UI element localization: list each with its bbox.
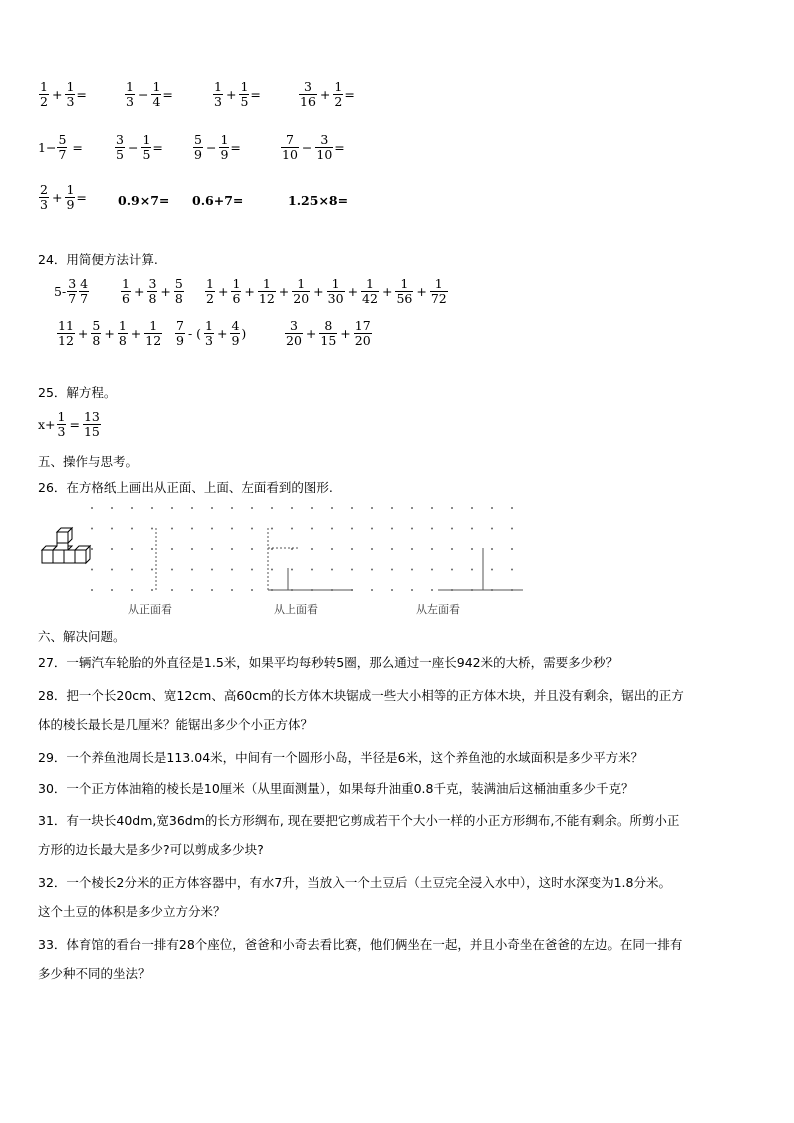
lead-term: x+	[38, 417, 56, 432]
grid-dot	[231, 569, 233, 571]
lead-term: 1−	[38, 140, 57, 155]
grid-dot	[511, 528, 513, 530]
q24-expr-2: $\frac{1}{6}$ + $\frac{3}{8}$ + $\frac{5}{8}$	[122, 276, 183, 306]
grid-dot	[451, 507, 453, 509]
grid-dot	[411, 569, 413, 571]
grid-dot	[451, 528, 453, 530]
q24-expr-3: $\frac{1}{2}$ + $\frac{1}{6}$ + $\frac{1}{12}$ + $\frac{1}{20}$ + $\frac{1}{30}$ + $\frac{1}{42}$ + $\frac{1}{56}$ + $\frac{1}{72}$	[206, 276, 447, 306]
grid-dot	[291, 507, 293, 509]
question-28-line2: 体的棱长最长是几厘米？能锯出多少个小正方体？	[38, 717, 314, 732]
fraction: $\frac{1}{12}$	[145, 318, 162, 348]
grid-dot	[271, 528, 273, 530]
operator: −	[127, 140, 139, 155]
fraction: $\frac{4}{7}$	[80, 276, 89, 306]
grid-dot	[311, 548, 313, 550]
grid-dot	[291, 569, 293, 571]
grid-dot	[451, 548, 453, 550]
grid-dot	[251, 528, 253, 530]
question-31-line1: 31．有一块长40dm,宽36dm的长方形绸布, 现在要把它剪成若干个大小一样的小正方形绸布,不能有剩余。所剪小正	[38, 813, 680, 828]
grid-dot	[151, 528, 153, 530]
grid-dot	[211, 548, 213, 550]
question-32-line1: 32．一个棱长2分米的正方体容器中，有水7升，当放入一个土豆后（土豆完全浸入水中），这时水深变为1.8分米。	[38, 875, 671, 890]
question-33-line2: 多少种不同的坐法？	[38, 966, 151, 981]
operator: +	[51, 87, 63, 102]
operator: - (	[187, 326, 202, 341]
grid-dot	[371, 507, 373, 509]
calc-row-2	[192, 133, 241, 162]
fraction: $\frac{1}{3}$	[126, 79, 134, 109]
grid-dot	[331, 528, 333, 530]
section-6-heading: 六、解决问题。	[38, 629, 126, 644]
fraction: $\frac{1}{6}$	[122, 276, 130, 306]
equals-sign: =	[152, 140, 163, 155]
fraction: $\frac{1}{3}$	[57, 409, 66, 439]
q24-expr-6: $\frac{3}{20}$ + $\frac{8}{15}$ + $\frac{17}{20}$	[286, 318, 371, 348]
grid-dot	[251, 589, 253, 591]
question-30: 30．一个正方体油箱的棱长是10厘米（从里面测量），如果每升油重0.8千克，装满油后这桶油重多少千克？	[38, 781, 634, 796]
fraction: $\frac{1}{5}$	[142, 132, 151, 162]
equals-sign: =	[76, 87, 87, 102]
fraction: $\frac{17}{20}$	[354, 318, 371, 348]
grid-dot	[151, 507, 153, 509]
grid-dot	[431, 589, 433, 591]
caption-top: 从上面看	[274, 603, 318, 616]
section-5-heading: 五、操作与思考。	[38, 454, 139, 469]
grid-dot	[311, 507, 313, 509]
grid-dot	[351, 507, 353, 509]
question-31-line2: 方形的边长最大是多少?可以剪成多少块?	[38, 842, 264, 857]
grid-dot	[171, 589, 173, 591]
operator: −	[301, 140, 313, 155]
fraction: $\frac{8}{15}$	[320, 318, 337, 348]
caption-left: 从左面看	[416, 603, 460, 616]
grid-dot	[331, 569, 333, 571]
grid-dot	[471, 528, 473, 530]
grid-dot	[471, 548, 473, 550]
operator: +	[225, 87, 237, 102]
fraction: $\frac{11}{12}$	[58, 318, 74, 348]
fraction: $\frac{1}{3}$	[66, 79, 75, 109]
cubes-figure	[40, 526, 92, 570]
grid-dot	[291, 528, 293, 530]
grid-dot	[351, 569, 353, 571]
grid-dot	[471, 569, 473, 571]
grid-dot	[191, 548, 193, 550]
grid-dot	[231, 589, 233, 591]
grid-dot	[371, 589, 373, 591]
grid-dot	[231, 548, 233, 550]
grid-paper	[88, 506, 528, 592]
question-29: 29．一个养鱼池周长是113.04米，中间有一个圆形小岛，半径是6米，这个养鱼池的水域面积是多少平方米？	[38, 750, 644, 765]
fraction: $\frac{1}{9}$	[66, 182, 75, 212]
grid-dot	[411, 528, 413, 530]
grid-dot	[131, 569, 133, 571]
grid-dot	[131, 507, 133, 509]
grid-dot	[131, 528, 133, 530]
grid-dot	[391, 507, 393, 509]
grid-dot	[511, 507, 513, 509]
fraction: $\frac{5}{8}$	[174, 276, 183, 306]
q24-expr-4: $\frac{11}{12}$ + $\frac{5}{8}$ + $\frac{1}{8}$ + $\frac{1}{12}$	[58, 318, 162, 348]
calc-row-1	[38, 80, 87, 109]
grid-dot	[411, 548, 413, 550]
grid-dot	[91, 569, 93, 571]
fraction: $\frac{1}{3}$	[205, 318, 213, 348]
grid-dot	[91, 528, 93, 530]
grid-dot	[391, 548, 393, 550]
lead-term: 5-	[54, 284, 67, 299]
grid-dot	[91, 589, 93, 591]
equals-sign: =	[334, 140, 345, 155]
fraction: $\frac{1}{8}$	[118, 318, 127, 348]
grid-dot	[171, 507, 173, 509]
grid-dot	[251, 548, 253, 550]
operator: −	[137, 87, 149, 102]
grid-dot	[511, 569, 513, 571]
fraction: $\frac{3}{8}$	[148, 276, 157, 306]
fraction: $\frac{3}{16}$	[300, 79, 316, 109]
fraction: $\frac{7}{9}$	[176, 318, 184, 348]
grid-dot	[431, 548, 433, 550]
grid-dot	[351, 528, 353, 530]
operator: +	[319, 87, 331, 102]
grid-dot	[351, 548, 353, 550]
fraction: $\frac{1}{5}$	[240, 79, 249, 109]
equals-sign: =	[230, 140, 241, 155]
grid-dot	[431, 528, 433, 530]
grid-dot	[231, 528, 233, 530]
question-27: 27．一辆汽车轮胎的外直径是1.5米，如果平均每秒转5圈，那么通过一座长942米的大桥，需要多少秒？	[38, 655, 619, 670]
grid-dot	[411, 507, 413, 509]
grid-dot	[111, 528, 113, 530]
grid-dot	[451, 569, 453, 571]
equals-sign: =	[72, 140, 83, 155]
question-25-title: 25．解方程。	[38, 385, 117, 400]
fraction: $\frac{1}{4}$	[152, 79, 161, 109]
equals-sign: =	[76, 190, 87, 205]
calc-row-2	[114, 133, 163, 162]
caption-front: 从正面看	[128, 603, 172, 616]
grid-dot	[191, 589, 193, 591]
grid-dot	[211, 528, 213, 530]
grid-dot	[111, 569, 113, 571]
operator: +	[51, 190, 63, 205]
equals-sign: =	[344, 87, 355, 102]
fraction: $\frac{7}{10}$	[282, 132, 298, 162]
calc-row-3	[38, 183, 87, 212]
grid-dot	[91, 507, 93, 509]
grid-dot	[251, 569, 253, 571]
calc-decimal: 0.9×7=	[118, 193, 170, 208]
fraction: $\frac{1}{9}$	[220, 132, 229, 162]
calc-decimal: 1.25×8=	[288, 193, 349, 208]
grid-dot	[391, 528, 393, 530]
grid-dot	[151, 589, 153, 591]
grid-dot	[171, 569, 173, 571]
grid-dot	[111, 507, 113, 509]
grid-dot	[391, 589, 393, 591]
grid-dot	[311, 569, 313, 571]
grid-dot	[331, 548, 333, 550]
fraction: $\frac{2}{3}$	[40, 182, 48, 212]
grid-dot	[271, 569, 273, 571]
operator: −	[205, 140, 217, 155]
grid-dot	[171, 528, 173, 530]
q24-expr-5: $\frac{7}{9}$ - ( $\frac{1}{3}$ + $\frac{4}{9}$ )	[176, 318, 247, 348]
grid-dot	[91, 548, 93, 550]
grid-dot	[191, 528, 193, 530]
grid-dot	[331, 507, 333, 509]
equals-sign: =	[69, 417, 80, 432]
grid-dot	[371, 528, 373, 530]
calc-row-1	[298, 80, 355, 109]
grid-dot	[231, 507, 233, 509]
fraction: $\frac{5}{7}$	[58, 132, 67, 162]
grid-dot	[271, 507, 273, 509]
fraction: $\frac{1}{2}$	[334, 79, 343, 109]
equals-sign: =	[162, 87, 173, 102]
paren: )	[241, 326, 247, 341]
equation	[38, 410, 102, 439]
fraction: $\frac{1}{2}$	[40, 79, 48, 109]
grid-dot	[371, 548, 373, 550]
grid-dot	[211, 507, 213, 509]
grid-dot	[211, 569, 213, 571]
question-33-line1: 33．体育馆的看台一排有28个座位，爸爸和小奇去看比赛，他们俩坐在一起，并且小奇坐在爸爸的左边。在同一排有	[38, 937, 683, 952]
grid-dot	[431, 507, 433, 509]
calc-row-1	[124, 80, 173, 109]
fraction: $\frac{1}{3}$	[214, 79, 222, 109]
grid-dot	[211, 589, 213, 591]
grid-dot	[491, 548, 493, 550]
grid-dot	[151, 569, 153, 571]
fraction: $\frac{3}{7}$	[68, 276, 77, 306]
question-32-line2: 这个土豆的体积是多少立方分米？	[38, 904, 226, 919]
equals-sign: =	[250, 87, 261, 102]
grid-dot	[411, 589, 413, 591]
grid-dot	[371, 569, 373, 571]
grid-dot	[511, 548, 513, 550]
question-24-title: 24．用简便方法计算.	[38, 252, 158, 267]
grid-dot	[191, 569, 193, 571]
fraction: $\frac{3}{5}$	[116, 132, 124, 162]
grid-dot	[251, 507, 253, 509]
grid-dot	[111, 548, 113, 550]
calc-row-2	[280, 133, 345, 162]
grid-dot	[491, 507, 493, 509]
fraction: $\frac{13}{15}$	[83, 409, 100, 439]
fraction: $\frac{5}{9}$	[194, 132, 202, 162]
grid-dot	[131, 589, 133, 591]
grid-dot	[111, 589, 113, 591]
calc-row-2	[38, 133, 83, 162]
grid-dot	[491, 569, 493, 571]
grid-dot	[151, 548, 153, 550]
grid-dot	[471, 507, 473, 509]
calc-row-1	[212, 80, 261, 109]
fraction: $\frac{5}{8}$	[92, 318, 101, 348]
grid-dot	[491, 528, 493, 530]
fraction: $\frac{3}{10}$	[316, 132, 333, 162]
calc-decimal: 0.6+7=	[192, 193, 244, 208]
grid-dot	[131, 548, 133, 550]
grid-dot	[171, 548, 173, 550]
grid-dot	[431, 569, 433, 571]
fraction: $\frac{3}{20}$	[286, 318, 302, 348]
question-26-title: 26．在方格纸上画出从正面、上面、左面看到的图形.	[38, 480, 333, 495]
q24-expr-1	[54, 277, 90, 306]
fraction: $\frac{4}{9}$	[231, 318, 240, 348]
question-28-line1: 28．把一个长20cm、宽12cm、高60cm的长方体木块锯成一些大小相等的正方体木块，并且没有剩余，锯出的正方	[38, 688, 684, 703]
grid-dot	[311, 528, 313, 530]
grid-dot	[191, 507, 193, 509]
grid-dot	[391, 569, 393, 571]
